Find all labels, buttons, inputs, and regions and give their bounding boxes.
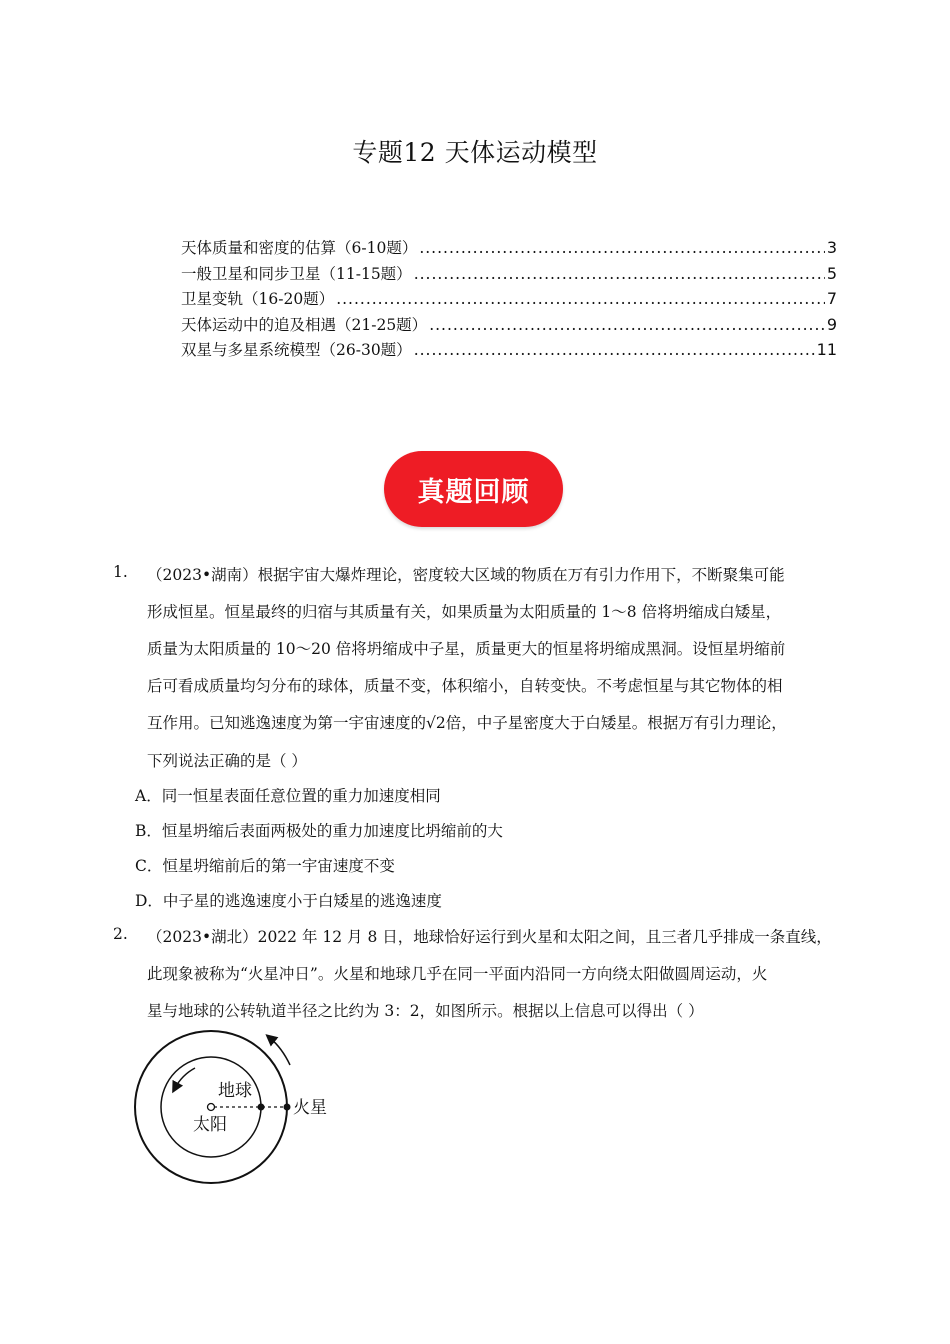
toc-item-label: 双星与多星系统模型（26-30题） xyxy=(181,341,412,359)
toc-item-page: 11 xyxy=(816,340,837,359)
earth-label: 地球 xyxy=(218,1081,252,1101)
toc-item[interactable] xyxy=(181,338,837,364)
toc-item-label: 天体质量和密度的估算（6-10题） xyxy=(181,239,418,257)
question-text-line: 星与地球的公转轨道半径之比约为 3：2，如图所示。根据以上信息可以得出（ ） xyxy=(147,1002,704,1020)
toc-leader-dots xyxy=(414,265,825,283)
toc-item-label: 天体运动中的追及相遇（21-25题） xyxy=(181,315,428,334)
question-text-line xyxy=(147,711,787,733)
toc-leader-dots xyxy=(336,290,825,308)
toc-leader-dots xyxy=(429,316,825,334)
question-1 xyxy=(113,563,853,923)
toc-item-label: 一般卫星和同步卫星（11-15题） xyxy=(181,264,412,283)
question-number: 1. xyxy=(113,563,128,581)
toc-item[interactable] xyxy=(181,313,837,339)
option-c[interactable]: C．恒星坍缩前后的第一宇宙速度不变 xyxy=(135,857,395,875)
question-text-line: 后可看成质量均匀分布的球体，质量不变，体积缩小，自转变快。不考虑恒星与其它物体的相 xyxy=(147,677,783,695)
section-badge: 真题回顾 xyxy=(384,451,563,527)
question-text-line: 质量为太阳质量的 10～20 倍将坍缩成中子星，质量更大的恒星将坍缩成黑洞。设恒星坍缩前 xyxy=(147,640,786,658)
option-b[interactable]: B．恒星坍缩后表面两极处的重力加速度比坍缩前的大 xyxy=(135,822,503,840)
option-d[interactable]: D．中子星的逃逸速度小于白矮星的逃逸速度 xyxy=(135,892,442,910)
sqrt-formula: √2 xyxy=(426,714,446,732)
toc-item[interactable] xyxy=(181,287,837,313)
toc-item-page: 9 xyxy=(826,314,837,334)
earth-direction-arrow xyxy=(175,1068,195,1088)
question-text-line: （2023•湖北）2022 年 12 月 8 日，地球恰好运行到火星和太阳之间，且三者几乎排成一条直线， xyxy=(147,928,832,946)
question-text-line: 形成恒星。恒星最终的归宿与其质量有关，如果质量为太阳质量的 1～8 倍将坍缩成白矮星， xyxy=(147,603,782,621)
question-text-part: 倍，中子星密度大于白矮星。根据万有引力理论， xyxy=(445,714,787,732)
toc-item[interactable] xyxy=(181,236,837,262)
toc-item[interactable] xyxy=(181,262,837,288)
question-text-line: （2023•湖南）根据宇宙大爆炸理论，密度较大区域的物质在万有引力作用下，不断聚集可能 xyxy=(147,566,785,584)
mars-direction-arrow xyxy=(270,1038,290,1065)
question-text-line: 下列说法正确的是（ ） xyxy=(147,752,307,770)
option-a[interactable]: A．同一恒星表面任意位置的重力加速度相同 xyxy=(135,787,441,805)
sun-label: 太阳 xyxy=(193,1115,227,1135)
page-title: 专题12 天体运动模型 xyxy=(352,138,598,167)
earth-dot xyxy=(258,1104,265,1111)
question-2 xyxy=(113,925,853,1025)
toc-leader-dots xyxy=(414,341,815,359)
toc-item-page: 5 xyxy=(826,263,837,283)
question-text-part: 互作用。已知逃逸速度为第一宇宙速度的 xyxy=(147,714,427,732)
sun-dot xyxy=(208,1104,215,1111)
mars-label: 火星 xyxy=(293,1098,327,1118)
toc-item-label: 卫星变轨（16-20题） xyxy=(181,290,335,308)
mars-dot xyxy=(284,1104,291,1111)
orbit-diagram xyxy=(130,1030,340,1190)
table-of-contents xyxy=(181,236,837,364)
toc-item-page: 7 xyxy=(826,289,837,308)
toc-item-page: 3 xyxy=(826,238,837,257)
question-number: 2. xyxy=(113,925,128,943)
toc-leader-dots xyxy=(419,239,824,257)
question-text-line: 此现象被称为“火星冲日”。火星和地球几乎在同一平面内沿同一方向绕太阳做圆周运动，火 xyxy=(147,965,768,983)
